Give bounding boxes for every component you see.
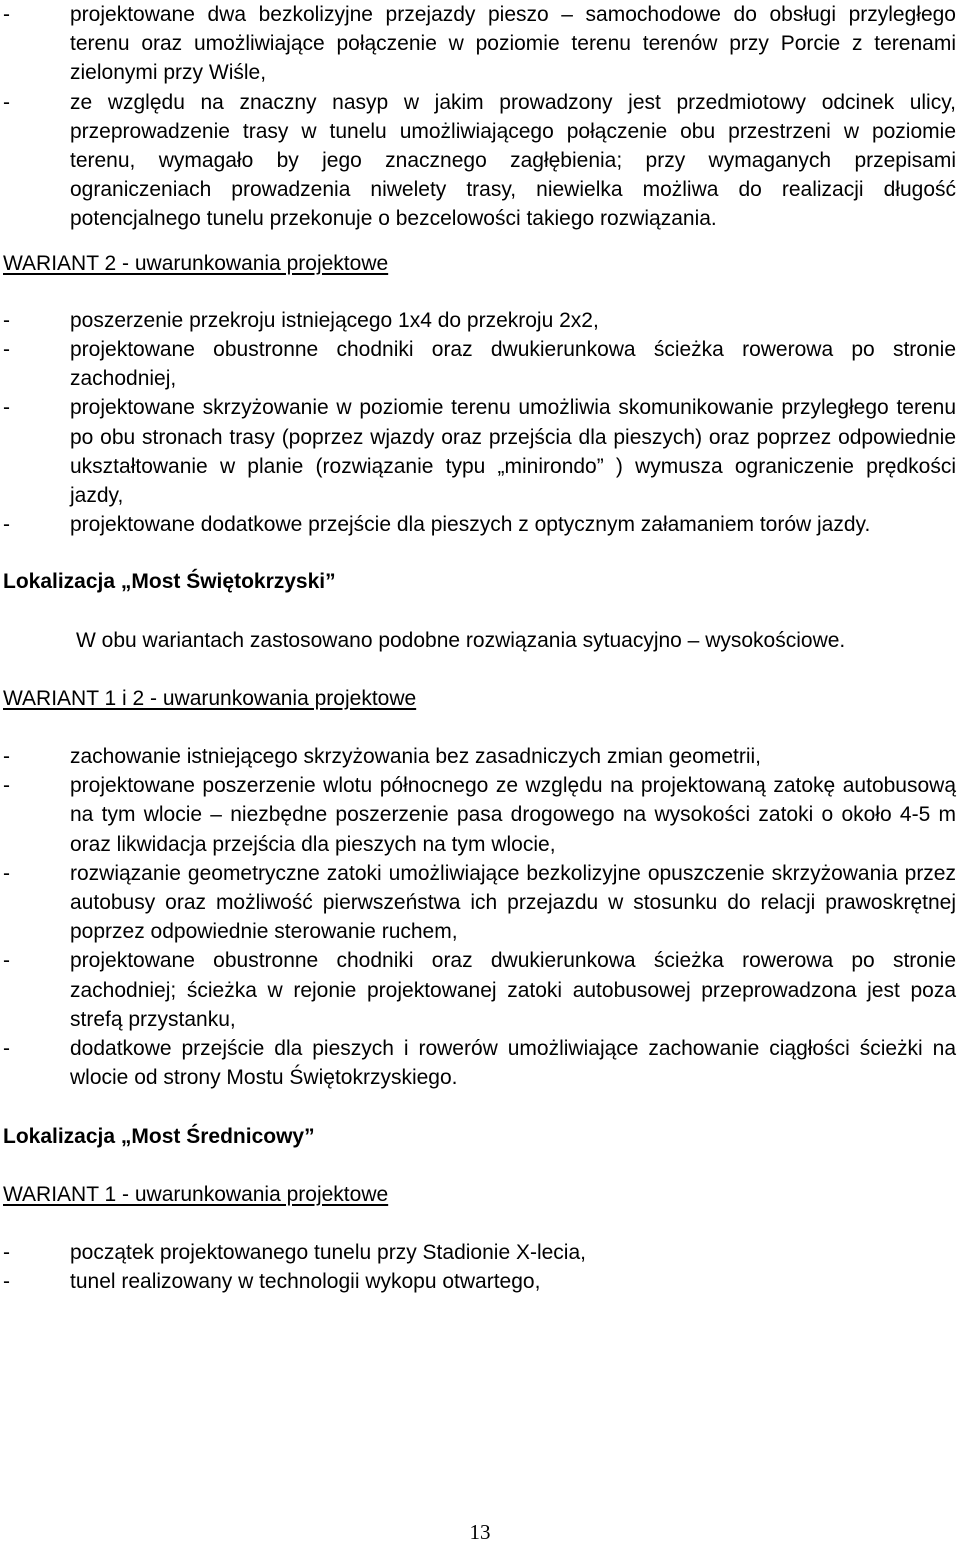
variant2-bullet-list — [3, 306, 956, 540]
section-heading-srednicowy: Lokalizacja „Most Średnicowy” — [3, 1124, 315, 1148]
bullet-marker: - — [3, 513, 10, 537]
variant-1-2-heading: WARIANT 1 i 2 - uwarunkowania projektowe — [3, 686, 417, 710]
section-heading-swietokrzyski: Lokalizacja „Most Świętokrzyski” — [3, 570, 336, 594]
bullet-marker: - — [3, 90, 10, 114]
document-page — [3, 0, 956, 1296]
list-item — [3, 393, 956, 510]
list-item-text: początek projektowanego tunelu przy Stadionie X-lecia, — [70, 1240, 586, 1264]
bullet-marker: - — [3, 3, 10, 26]
variant2-heading: WARIANT 2 - uwarunkowania projektowe — [3, 251, 389, 275]
bullet-marker: - — [3, 338, 10, 362]
list-item-text: dodatkowe przejście dla pieszych i rowerów umożliwiające zachowanie ciągłości ścieżki na wlocie od strony Mostu Świętokrzyskiego. — [70, 1037, 956, 1090]
bullet-marker: - — [3, 1240, 10, 1264]
list-item-text: rozwiązanie geometryczne zatoki umożliwiające bezkolizyjne opuszczenie skrzyżowania przez autobusy oraz możliwość pierwszeństwa ich przejazdu w stosunku do relacji prawoskrętnej poprzez odpowiednie sterowanie ruchem, — [70, 861, 956, 944]
bullet-marker: - — [3, 774, 10, 798]
list-item-text: projektowane dwa bezkolizyjne przejazdy pieszo – samochodowe do obsługi przyległego terenu oraz umożliwiające połączenie w poziomie terenu terenów przy Porcie z terenami zielonymi przy Wiśle, — [70, 3, 956, 85]
list-item — [3, 742, 956, 771]
list-item-text: projektowane obustronne chodniki oraz dwukierunkowa ścieżka rowerowa po stronie zachodniej; ścieżka w rejonie projektowanej zatoki autobusowej przeprowadzona jest poza strefą przystanku, — [70, 949, 956, 1031]
list-item-text: poszerzenie przekroju istniejącego 1x4 do przekroju 2x2, — [70, 308, 599, 332]
list-item-text: ze względu na znaczny nasyp w jakim prowadzony jest przedmiotowy odcinek ulicy, przeprowadzenie trasy w tunelu umożliwiającego połączenie obu przestrzeni w poziomie terenu, wymagało by jego znacznego zagłębienia; przy wymaganych przepisami ograniczeniach prowadzenia niwelety trasy, niewielka możliwa do realizacji długość potencjalnego tunelu przekonuje o bezcelowości takiego rozwiązania. — [70, 90, 956, 231]
list-item-text: projektowane skrzyżowanie w poziomie terenu umożliwia skomunikowanie przyległego terenu po obu stronach trasy (poprzez wjazdy oraz przejścia dla pieszych) oraz poprzez odpowiednie ukształtowanie w planie (rozwiązanie typu „minirondo” ) wymusza ograniczenie prędkości jazdy, — [70, 396, 956, 508]
list-item-text: tunel realizowany w technologii wykopu otwartego, — [70, 1270, 541, 1294]
section-paragraph: W obu wariantach zastosowano podobne rozwiązania sytuacyjno – wysokościowe. — [76, 628, 846, 652]
bullet-marker: - — [3, 396, 10, 420]
list-item — [3, 88, 956, 234]
list-item — [3, 1238, 956, 1267]
list-item — [3, 946, 956, 1034]
swietokrzyski-bullet-list — [3, 742, 956, 1092]
list-item — [3, 306, 956, 335]
list-item — [3, 1034, 956, 1092]
variant-1-heading: WARIANT 1 - uwarunkowania projektowe — [3, 1182, 389, 1206]
list-item — [3, 859, 956, 947]
list-item — [3, 335, 956, 393]
list-item — [3, 771, 956, 859]
list-item-text: zachowanie istniejącego skrzyżowania bez zasadniczych zmian geometrii, — [70, 745, 762, 769]
page-number: 13 — [469, 1520, 491, 1544]
bullet-marker: - — [3, 308, 10, 332]
intro-bullet-list — [3, 0, 956, 234]
list-item — [3, 0, 956, 88]
bullet-marker: - — [3, 1037, 10, 1061]
bullet-marker: - — [3, 1270, 10, 1294]
bullet-marker: - — [3, 949, 10, 973]
list-item-text: projektowane dodatkowe przejście dla pieszych z optycznym załamaniem torów jazdy. — [70, 513, 871, 537]
list-item-text: projektowane obustronne chodniki oraz dwukierunkowa ścieżka rowerowa po stronie zachodniej, — [70, 338, 956, 391]
bullet-marker: - — [3, 861, 10, 885]
list-item-text: projektowane poszerzenie wlotu północnego ze względu na projektowaną zatokę autobusową na tym wlocie – niezbędne poszerzenie pasa drogowego na wysokości zatoki o około 4-5 m oraz likwidacja przejścia dla pieszych na tym wlocie, — [70, 774, 956, 856]
srednicowy-bullet-list — [3, 1238, 956, 1296]
list-item — [3, 1267, 956, 1296]
list-item — [3, 510, 956, 539]
bullet-marker: - — [3, 745, 10, 769]
